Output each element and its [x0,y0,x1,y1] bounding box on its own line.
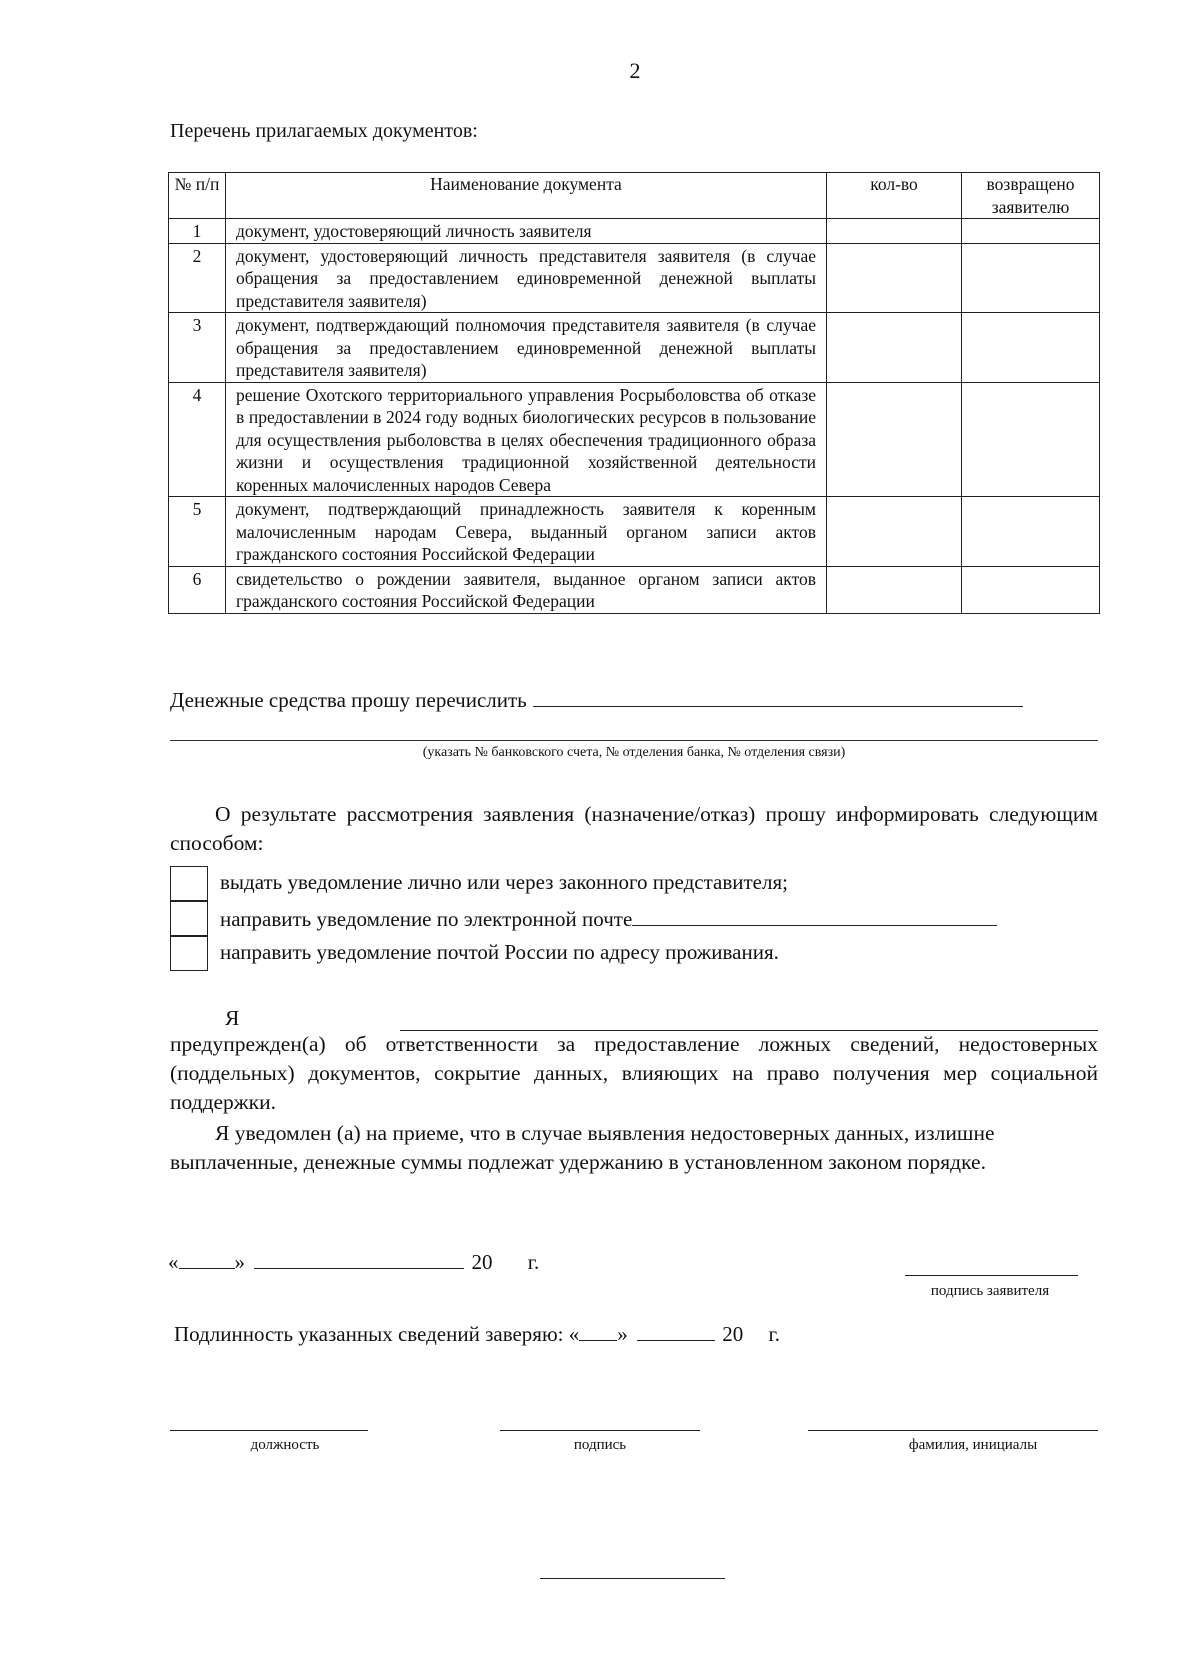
row-document-name: документ, удостоверяющий личность заявителя [226,219,827,244]
year-suffix: г. [527,1250,540,1274]
page-number: 2 [629,58,641,83]
position-hint: должность [250,1437,320,1453]
option-label: выдать уведомление лично или через законного представителя; [220,870,788,894]
row-number: 1 [169,219,226,244]
checkbox-in-person[interactable] [170,866,208,901]
transfer-line [170,688,1023,713]
row-document-name: свидетельство о рождении заявителя, выданное органом записи актов гражданского состояния Российской Федерации [226,566,827,613]
notify-option-post[interactable] [170,936,1100,972]
day-blank[interactable] [179,1250,235,1269]
row-document-name: документ, подтверждающий полномочия представителя заявителя (в случае обращения за предоставлением единовременной денежной выплаты представителя заявителя) [226,313,827,383]
certification-label: Подлинность указанных сведений заверяю: [174,1322,564,1346]
row-number: 4 [169,382,226,497]
ya-word: Я [225,1006,240,1030]
option-label: направить уведомление по электронной почте [220,907,633,931]
row-quantity-cell[interactable] [827,497,962,567]
row-returned-cell[interactable] [962,219,1100,244]
cert-month-blank[interactable] [637,1322,715,1341]
row-document-name: решение Охотского территориального управления Росрыболовства об отказе в предоставлении в 2024 году водных биологических ресурсов в пользование для осуществления рыболовства в целях обеспечения традиционного образа жизни и осуществления традиционной хозяйственной деятельности коренных малочисленных народов Севера [226,382,827,497]
close-quote: » [234,1250,245,1274]
year-prefix: 20 [471,1250,493,1274]
close-quote: » [617,1322,628,1346]
certification-line [174,1322,780,1347]
bank-details-line[interactable] [170,740,1098,741]
row-quantity-cell[interactable] [827,313,962,383]
transfer-label: Денежные средства прошу перечислить [170,688,527,712]
table-row [169,497,1100,567]
notice-text: Я уведомлен (а) на приеме, что в случае выявления недостоверных данных, излишне выплаченные, денежные суммы подлежат удержанию в установленном законом порядке. [170,1121,995,1174]
option-label-row [220,905,997,932]
cert-year-suffix: г. [768,1322,780,1346]
notify-option-email[interactable] [170,901,1100,937]
option-label: направить уведомление почтой России по адресу проживания. [220,940,779,964]
row-quantity-cell[interactable] [827,382,962,497]
row-number: 6 [169,566,226,613]
table-row [169,219,1100,244]
bank-details-hint: (указать № банковского счета, № отделения банка, № отделения связи) [422,745,846,760]
cert-year-prefix: 20 [722,1322,744,1346]
row-quantity-cell[interactable] [827,566,962,613]
table-row [169,243,1100,313]
row-quantity-cell[interactable] [827,219,962,244]
cert-day-blank[interactable] [579,1322,617,1341]
open-quote: « [168,1250,179,1274]
header-number: № п/п [169,173,226,219]
table-header-row [169,173,1100,219]
table-row [169,313,1100,383]
transfer-blank-field[interactable] [533,688,1023,707]
row-quantity-cell[interactable] [827,243,962,313]
checkbox-email[interactable] [170,901,208,936]
applicant-signature-line[interactable] [905,1275,1078,1276]
signature-line[interactable] [500,1430,700,1431]
header-quantity: кол-во [827,173,962,219]
row-number: 2 [169,243,226,313]
row-document-name: документ, подтверждающий принадлежность заявителя к коренным малочисленным народам Севера, выданный органом записи актов гражданского состояния Российской Федерации [226,497,827,567]
row-returned-cell[interactable] [962,382,1100,497]
row-returned-cell[interactable] [962,497,1100,567]
header-returned: возвращено заявителю [962,173,1100,219]
full-name-hint: фамилия, инициалы [908,1437,1038,1453]
row-document-name: документ, удостоверяющий личность представителя заявителя (в случае обращения за предоставлением единовременной денежной выплаты представителя заявителя) [226,243,827,313]
notify-intro: О результате рассмотрения заявления (назначение/отказ) прошу информировать следующим способом: [170,802,1098,855]
row-number: 3 [169,313,226,383]
position-line[interactable] [170,1430,368,1431]
end-divider [540,1578,725,1579]
open-quote: « [568,1322,580,1346]
row-number: 5 [169,497,226,567]
documents-table [168,172,1100,614]
month-blank[interactable] [254,1250,464,1269]
row-returned-cell[interactable] [962,313,1100,383]
table-row [169,566,1100,613]
row-returned-cell[interactable] [962,566,1100,613]
notify-option-in-person[interactable] [170,866,1100,902]
signature-hint: подпись [573,1437,627,1453]
header-document-name: Наименование документа [226,173,827,219]
attached-documents-title: Перечень прилагаемых документов: [170,120,478,142]
warning-text: предупрежден(а) об ответственности за предоставление ложных сведений, недостоверных (поддельных) документов, сокрытие данных, влияющих на право получения мер социальной поддержки. [170,1032,1098,1114]
checkbox-post[interactable] [170,936,208,971]
row-returned-cell[interactable] [962,243,1100,313]
table-row [169,382,1100,497]
applicant-signature-hint: подпись заявителя [930,1283,1050,1299]
application-date-line [168,1250,539,1275]
full-name-line[interactable] [808,1430,1098,1431]
email-blank-field[interactable] [632,905,997,926]
